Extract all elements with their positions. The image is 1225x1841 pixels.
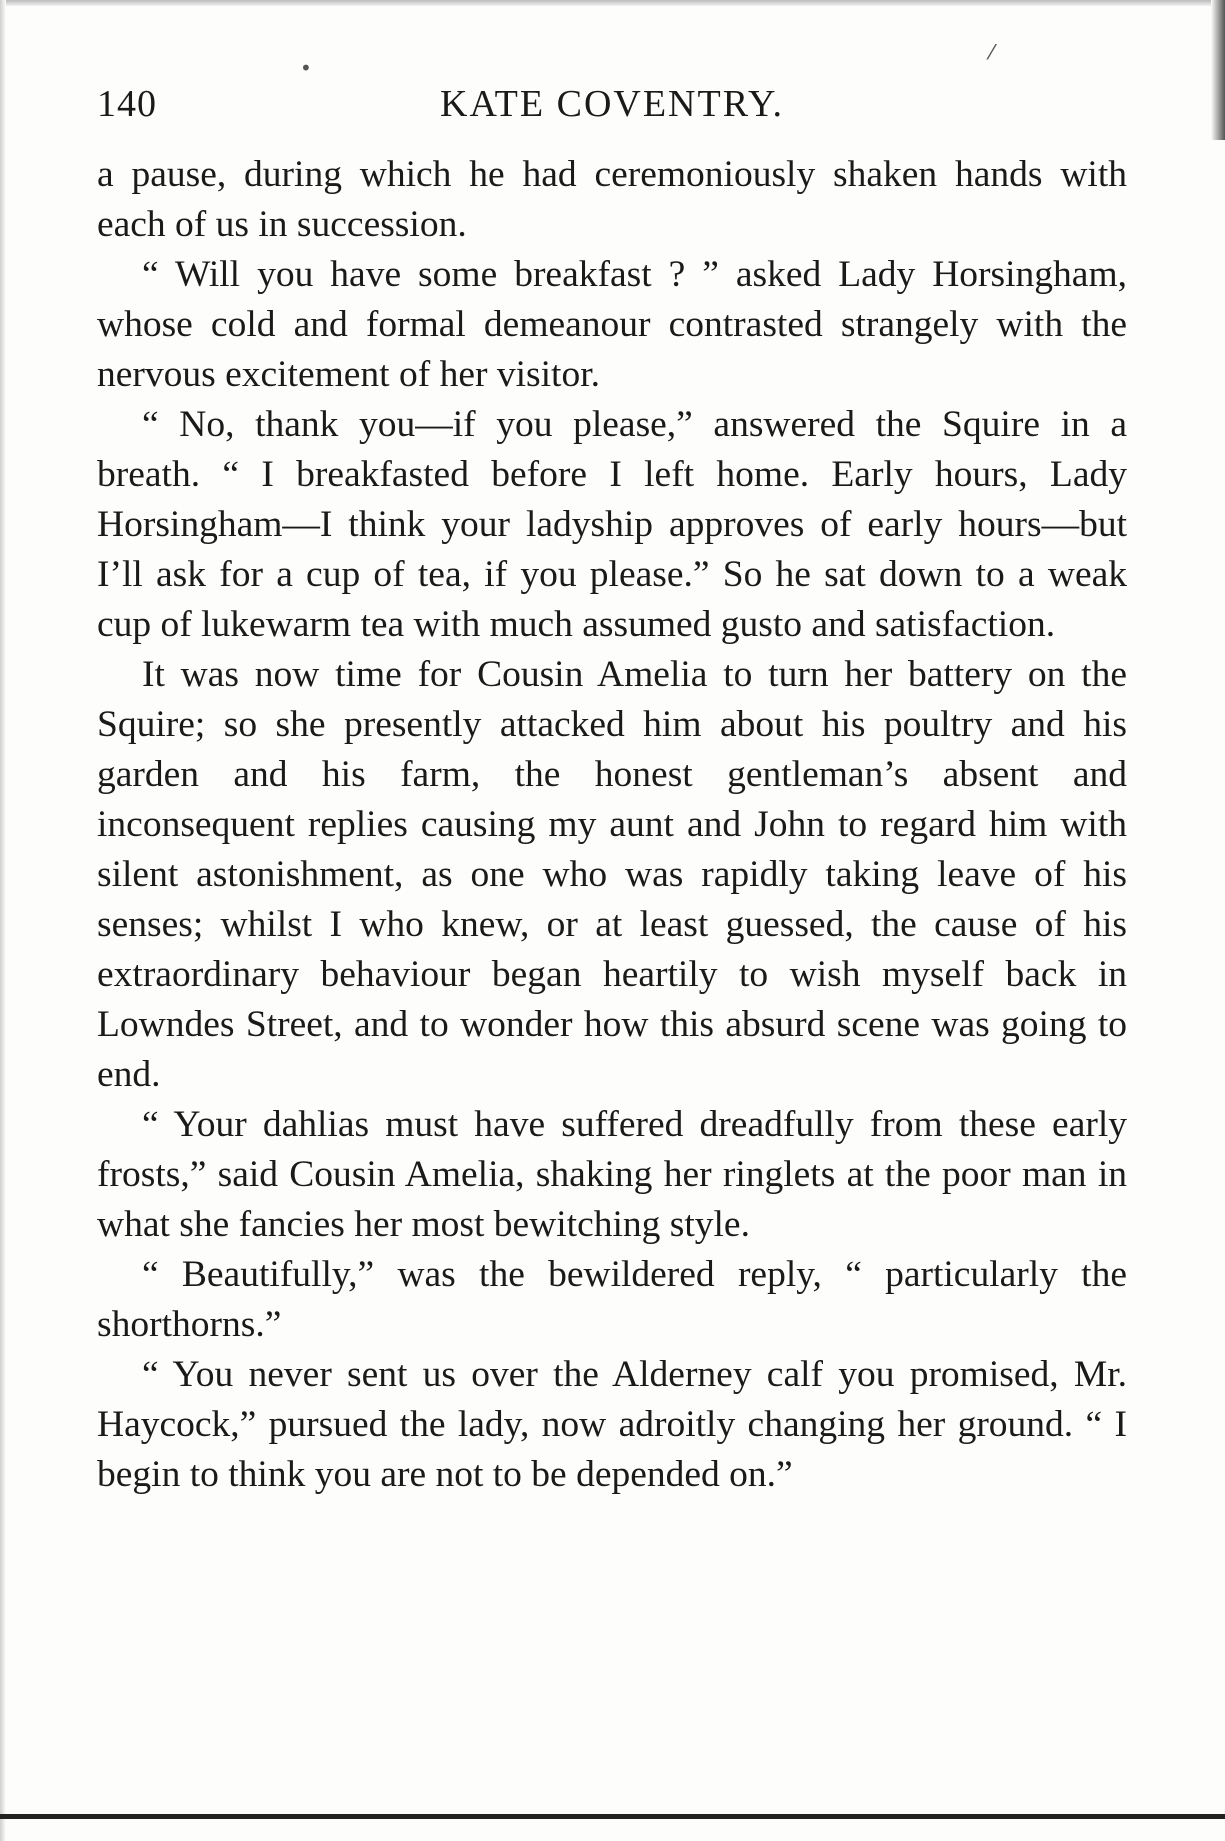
paragraph: “ Beautifully,” was the bewildered reply, “ particularly the shorthorns.”	[97, 1254, 1127, 1345]
bottom-scan-rule	[0, 1814, 1225, 1819]
page-number: 140	[97, 83, 157, 125]
paragraph: a pause, during which he had ceremoniously shaken hands with each of us in succession.	[97, 154, 1127, 245]
paragraph: It was now time for Cousin Amelia to turn her battery on the Squire; so she presently attacked him about his poultry and his garden and his farm, the honest gentleman’s absent and inconsequent replies causing my aunt and John to regard him with silent astonishment, as one who was rapidly taking leave of his senses; whilst I who knew, or at least guessed, the cause of his extraordinary behaviour began heartily to wish myself back in Lowndes Street, and to wonder how this absurd scene was going to end.	[97, 654, 1127, 1095]
scan-top-edge	[0, 0, 1225, 6]
paragraph: “ Your dahlias must have suffered dreadfully from these early frosts,” said Cousin Amelia, shaking her ringlets at the poor man in what she fancies her most bewitching style.	[97, 1104, 1127, 1245]
stray-dot-mark: •	[300, 56, 312, 80]
scan-left-edge	[0, 0, 6, 1841]
body-text	[97, 150, 1127, 1500]
stray-tick-mark: ⁄	[990, 40, 994, 64]
scan-right-edge	[1211, 0, 1225, 140]
running-title: KATE COVENTRY.	[440, 83, 784, 125]
page-header	[97, 72, 1127, 142]
paragraph: “ You never sent us over the Alderney calf you promised, Mr. Haycock,” pursued the lady, now adroitly changing her ground. “ I begin to think you are not to be depended on.”	[97, 1354, 1127, 1495]
paragraph: “ No, thank you—if you please,” answered the Squire in a breath. “ I breakfasted before I left home. Early hours, Lady Horsingham—I think your ladyship approves of early hours—but I’ll ask for a cup of tea, if you please.” So he sat down to a weak cup of lukewarm tea with much assumed gusto and satisfaction.	[97, 404, 1127, 645]
paragraph: “ Will you have some breakfast ? ” asked Lady Horsingham, whose cold and formal demeanour contrasted strangely with the nervous excitement of her visitor.	[97, 254, 1127, 395]
